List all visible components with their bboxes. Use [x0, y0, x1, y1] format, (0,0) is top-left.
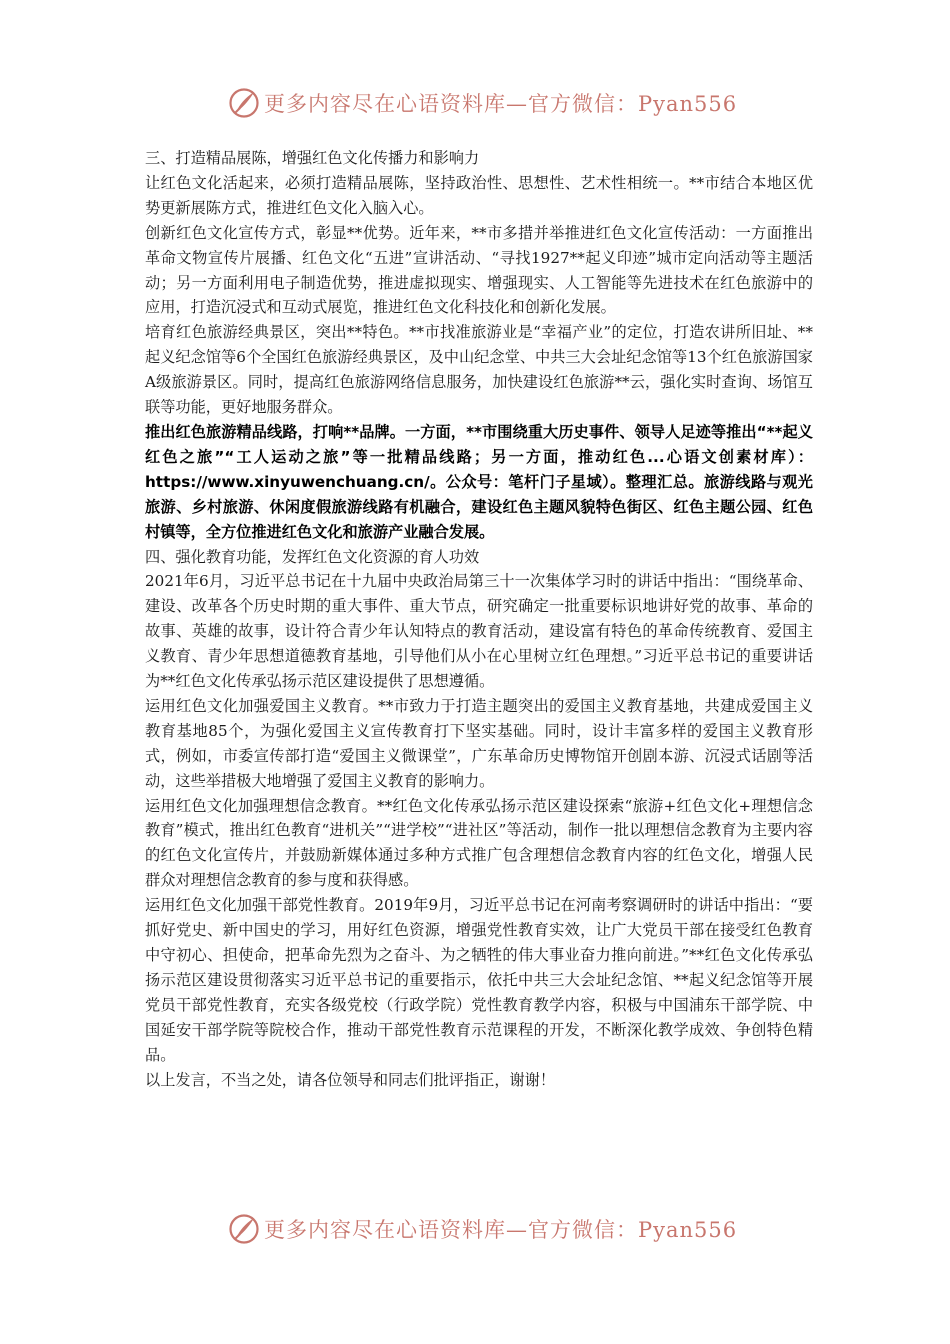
- paragraph: 运用红色文化加强爱国主义教育。**市致力于打造主题突出的爱国主义教育基地，共建成爱国主义教育基地85个，为强化爱国主义宣传教育打下坚实基础。同时，设计丰富多样的爱国主义教育形式，例如，市委宣传部打造“爱国主义微课堂”，广东革命历史博物馆开创剧本游、沉浸式话剧等活动，这些举措极大地增强了爱国主义教育的影响力。: [145, 696, 813, 790]
- quill-logo-icon: [228, 87, 260, 119]
- header-banner: [228, 86, 737, 120]
- quill-logo-icon: [228, 1213, 260, 1245]
- paragraph-bold: 推出红色旅游精品线路，打响**品牌。一方面，**市围绕重大历史事件、领导人足迹等推出“**起义红色之旅”“工人运动之旅”等一批精品线路；另一方面，推动红色...心语文创素材库）：https://www.xinyuwenchuang.cn/。公众号：笔杆门子星域）。整理汇总。旅游线路与观光旅游、乡村旅游、休闲度假旅游线路有机融合，建设红色主题风貌特色街区、红色主题公园、红色村镇等，全方位推进红色文化和旅游产业融合发展。: [145, 422, 813, 541]
- paragraph: 运用红色文化加强理想信念教育。**红色文化传承弘扬示范区建设探索“旅游+红色文化+理想信念教育”模式，推出红色教育“进机关”“进学校”“进社区”等活动，制作一批以理想信念教育为主要内容的红色文化宣传片，并鼓励新媒体通过多种方式推广包含理想信念教育内容的红色文化，增强人民群众对理想信念教育的参与度和获得感。: [145, 796, 813, 890]
- footer-banner: [228, 1212, 737, 1246]
- paragraph: 运用红色文化加强干部党性教育。2019年9月，习近平总书记在河南考察调研时的讲话中指出：“要抓好党史、新中国史的学习，用好红色资源，增强党性教育实效，让广大党员干部在接受红色教育中守初心、担使命，把革命先烈为之奋斗、为之牺牲的伟大事业奋力推向前进。”**红色文化传承弘扬示范区建设贯彻落实习近平总书记的重要指示，依托中共三大会址纪念馆、**起义纪念馆等开展党员干部党性教育，充实各级党校（行政学院）党性教育教学内容，积极与中国浦东干部学院、中国延安干部学院等院校合作，推动干部党性教育示范课程的开发，不断深化教学成效、争创特色精品。: [145, 896, 813, 1064]
- paragraph: 让红色文化活起来，必须打造精品展陈，坚持政治性、思想性、艺术性相统一。**市结合本地区优势更新展陈方式，推进红色文化入脑入心。: [145, 173, 813, 217]
- paragraph: 培育红色旅游经典景区，突出**特色。**市找准旅游业是“幸福产业”的定位，打造农讲所旧址、**起义纪念馆等6个全国红色旅游经典景区，及中山纪念堂、中共三大会址纪念馆等13个红色旅游国家A级旅游景区。同时，提高红色旅游网络信息服务，加快建设红色旅游**云，强化实时查询、场馆互联等功能，更好地服务群众。: [145, 323, 813, 417]
- section-heading: 三、打造精品展陈，增强红色文化传播力和影响力: [145, 149, 480, 167]
- header-banner-text: 更多内容尽在心语资料库—官方微信：Pyan556: [264, 92, 738, 116]
- closing-paragraph: 以上发言，不当之处，请各位领导和同志们批评指正，谢谢！: [145, 1070, 556, 1089]
- paragraph: 2021年6月，习近平总书记在十九届中央政治局第三十一次集体学习时的讲话中指出：“围绕革命、建设、改革各个历史时期的重大事件、重大节点，研究确定一批重要标识地讲好党的故事、革命的故事、英雄的故事，设计符合青少年认知特点的教育活动，建设富有特色的革命传统教育、爱国主义教育、青少年思想道德教育基地，引导他们从小在心里树立红色理想。”习近平总书记的重要讲话为**红色文化传承弘扬示范区建设提供了思想遵循。: [145, 572, 813, 691]
- paragraph: 创新红色文化宣传方式，彰显**优势。近年来，**市多措并举推进红色文化宣传活动：一方面推出革命文物宣传片展播、红色文化“五进”宣讲活动、“寻找1927**起义印迹”城市定向活动等主题活动；另一方面利用电子制造优势，推进虚拟现实、增强现实、人工智能等先进技术在红色旅游中的应用，打造沉浸式和互动式展览，推进红色文化科技化和创新化发展。: [145, 223, 813, 317]
- footer-banner-text: 更多内容尽在心语资料库—官方微信：Pyan556: [264, 1218, 738, 1242]
- document-body: [145, 146, 813, 1092]
- section-heading: 四、强化教育功能，发挥红色文化资源的育人功效: [145, 547, 480, 566]
